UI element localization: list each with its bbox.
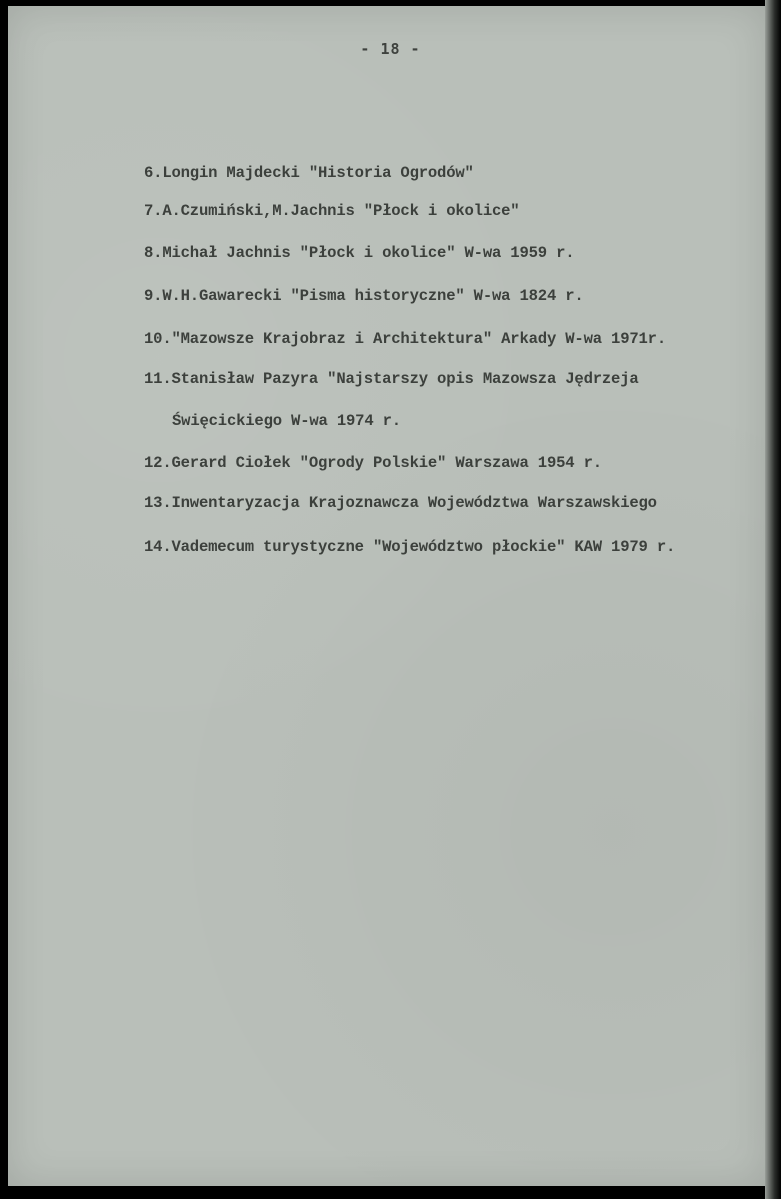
page-number: - 18 -	[360, 40, 421, 58]
bibliography-entry-14: 14.Vademecum turystyczne "Województwo płockie" KAW 1979 r.	[144, 538, 676, 556]
page-edge-shadow	[765, 0, 781, 1199]
bibliography-entry-8: 8.Michał Jachnis "Płock i okolice" W-wa 1959 r.	[144, 244, 575, 262]
bibliography-entry-6: 6.Longin Majdecki "Historia Ogrodów"	[144, 164, 474, 182]
bibliography-entry-7: 7.A.Czumiński,M.Jachnis "Płock i okolice"	[144, 202, 520, 220]
bibliography-entry-9: 9.W.H.Gawarecki "Pisma historyczne" W-wa 1824 r.	[144, 287, 584, 305]
bibliography-entry-12: 12.Gerard Ciołek "Ogrody Polskie" Warszawa 1954 r.	[144, 454, 602, 472]
bibliography-entry-11: 11.Stanisław Pazyra "Najstarszy opis Mazowsza Jędrzeja	[144, 370, 639, 388]
bibliography-entry-11-continuation: Święcickiego W-wa 1974 r.	[172, 412, 401, 430]
document-page	[8, 6, 765, 1186]
bibliography-entry-10: 10."Mazowsze Krajobraz i Architektura" Arkady W-wa 1971r.	[144, 330, 666, 348]
bibliography-entry-13: 13.Inwentaryzacja Krajoznawcza Województwa Warszawskiego	[144, 494, 657, 512]
